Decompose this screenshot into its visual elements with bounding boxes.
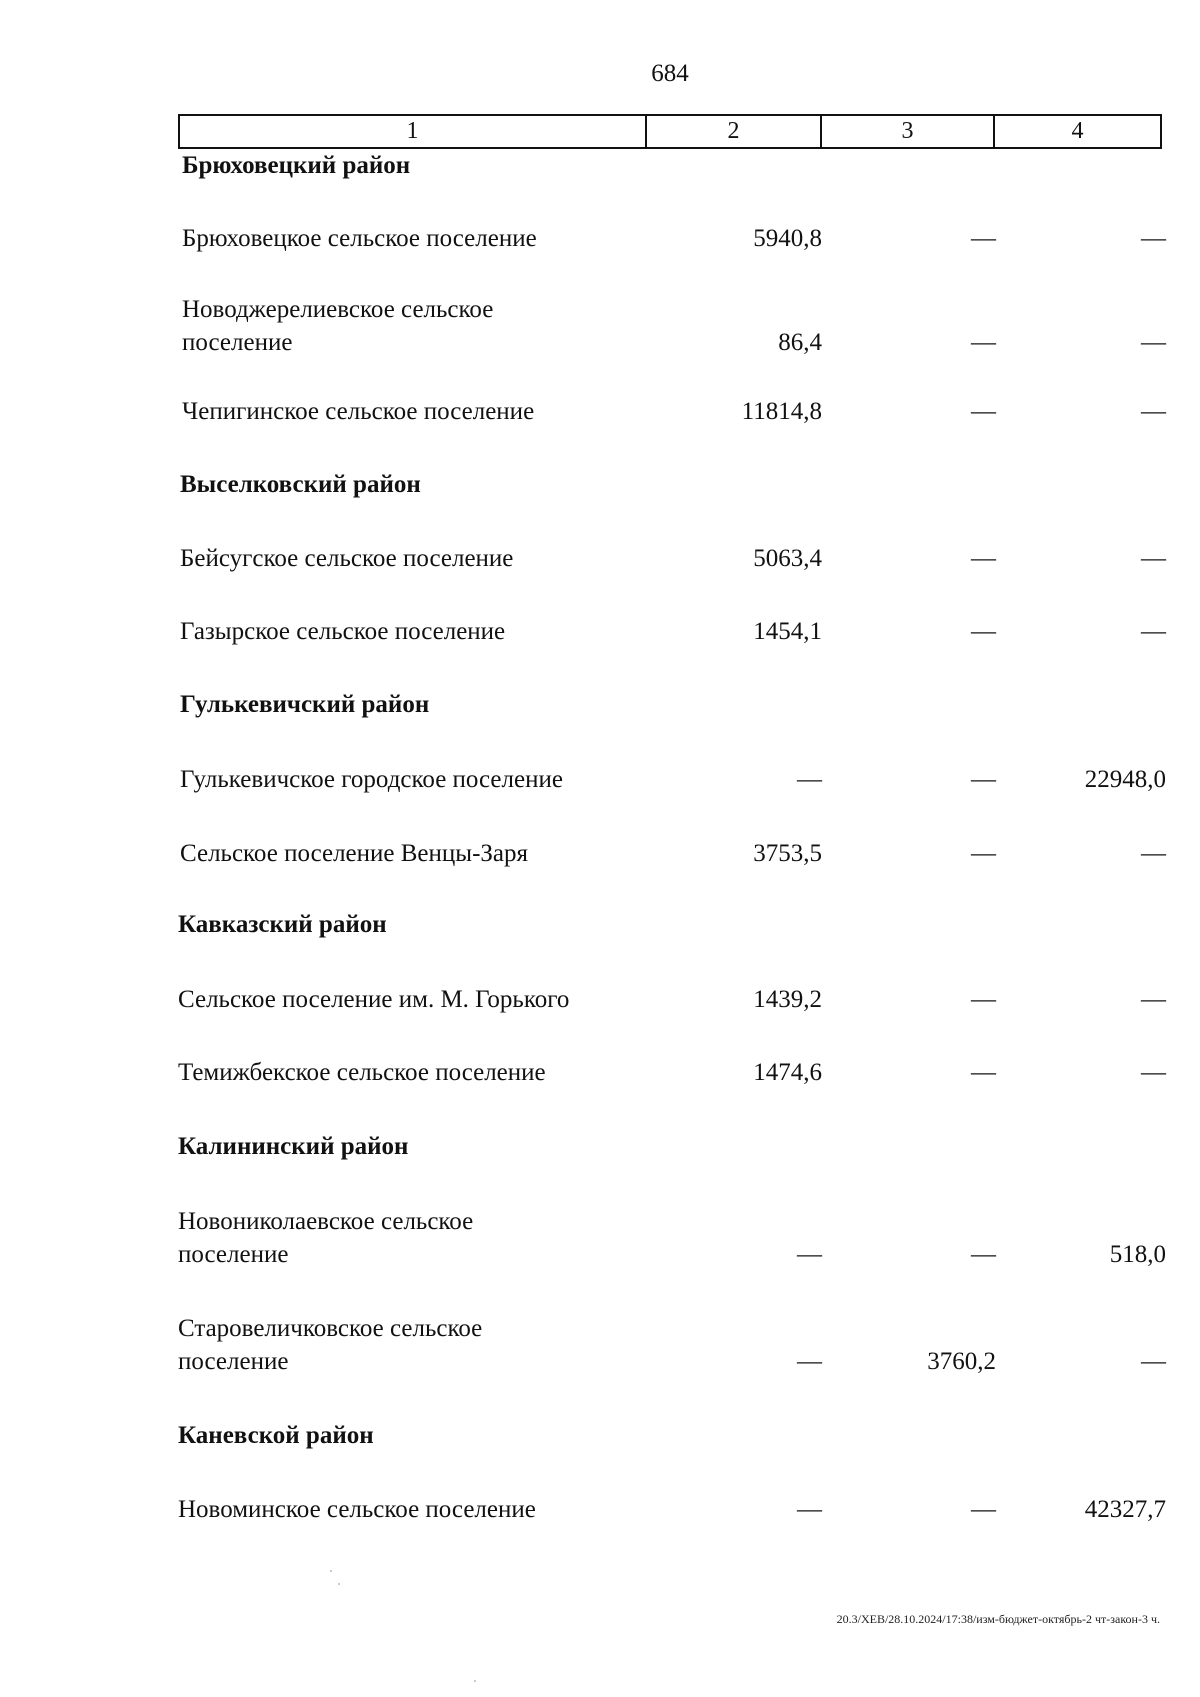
value-col3: — xyxy=(971,545,996,572)
value-col2: — xyxy=(797,1348,822,1375)
value-col4: — xyxy=(1141,986,1166,1013)
district-name: Калининский район xyxy=(178,1133,409,1160)
value-col2: — xyxy=(797,766,822,793)
settlement-row xyxy=(0,837,1200,870)
value-col2: 5063,4 xyxy=(753,545,822,572)
value-col3: — xyxy=(971,766,996,793)
settlement-row xyxy=(0,1493,1200,1526)
settlement-name: Новониколаевское сельское поселение xyxy=(178,1208,474,1268)
settlement-name: Новоминское сельское поселение xyxy=(178,1496,536,1523)
settlement-row xyxy=(0,763,1200,796)
value-col4: — xyxy=(1141,840,1166,867)
settlement-row xyxy=(0,983,1200,1016)
district-heading-row xyxy=(0,1419,1200,1452)
settlement-row xyxy=(0,395,1200,428)
settlement-name: Брюховецкое сельское поселение xyxy=(182,225,537,252)
district-name: Каневской район xyxy=(178,1422,374,1449)
district-name: Брюховецкий район xyxy=(182,152,411,179)
settlement-row xyxy=(0,615,1200,648)
column-header-2: 2 xyxy=(645,116,820,147)
settlement-row xyxy=(0,293,1200,359)
settlement-row xyxy=(0,542,1200,575)
value-col3: — xyxy=(971,618,996,645)
settlement-name: Новоджерелиевское сельское поселение xyxy=(182,296,494,356)
column-header-3: 3 xyxy=(820,116,993,147)
value-col2: 86,4 xyxy=(778,329,822,356)
value-col4: — xyxy=(1141,398,1166,425)
settlement-name: Гулькевичское городское поселение xyxy=(180,766,563,793)
district-heading-row xyxy=(0,1130,1200,1163)
settlement-row xyxy=(0,1312,1200,1378)
value-col4: 518,0 xyxy=(1109,1241,1166,1268)
settlement-name: Бейсугское сельское поселение xyxy=(180,545,514,572)
value-col3: — xyxy=(971,1496,996,1523)
value-col4: 22948,0 xyxy=(1084,766,1166,793)
value-col3: — xyxy=(971,225,996,252)
value-col4: — xyxy=(1141,1059,1166,1086)
settlement-name: Сельское поселение им. М. Горького xyxy=(178,986,570,1013)
settlement-name: Газырское сельское поселение xyxy=(180,618,506,645)
value-col4: — xyxy=(1141,545,1166,572)
value-col2: 5940,8 xyxy=(753,225,822,252)
district-heading-row xyxy=(0,468,1200,501)
value-col4: — xyxy=(1141,329,1166,356)
district-heading-row xyxy=(0,908,1200,941)
value-col3: — xyxy=(971,986,996,1013)
value-col3: 3760,2 xyxy=(927,1348,996,1375)
value-col3: — xyxy=(971,1059,996,1086)
column-header-4: 4 xyxy=(993,116,1160,147)
district-name: Гулькевичский район xyxy=(180,691,430,718)
page-number: 684 xyxy=(651,60,689,87)
value-col4: — xyxy=(1141,618,1166,645)
value-col2: 1474,6 xyxy=(753,1059,822,1086)
value-col2: 3753,5 xyxy=(753,840,822,867)
settlement-name: Старовеличковское сельское поселение xyxy=(178,1315,483,1375)
value-col2: 1454,1 xyxy=(753,618,822,645)
settlement-name: Чепигинское сельское поселение xyxy=(182,398,535,425)
value-col4: — xyxy=(1141,1348,1166,1375)
value-col3: — xyxy=(971,329,996,356)
document-footer: 20.3/ХЕВ/28.10.2024/17:38/изм-бюджет-октябрь-2 чт-закон-3 ч. xyxy=(836,1612,1160,1626)
value-col3: — xyxy=(971,840,996,867)
settlement-row xyxy=(0,1056,1200,1089)
value-col2: 1439,2 xyxy=(753,986,822,1013)
column-header-1: 1 xyxy=(406,118,419,144)
settlement-name: Сельское поселение Венцы-Заря xyxy=(180,840,529,867)
value-col2: 11814,8 xyxy=(741,398,822,425)
value-col2: — xyxy=(797,1241,822,1268)
district-heading-row xyxy=(0,688,1200,721)
value-col4: 42327,7 xyxy=(1084,1496,1166,1523)
district-name: Выселковский район xyxy=(180,471,421,498)
settlement-row xyxy=(0,1205,1200,1271)
district-heading-row xyxy=(0,149,1200,182)
column-header-row xyxy=(178,114,1162,149)
value-col4: — xyxy=(1141,225,1166,252)
value-col2: — xyxy=(797,1496,822,1523)
settlement-row xyxy=(0,222,1200,255)
settlement-name: Темижбекское сельское поселение xyxy=(178,1059,546,1086)
value-col3: — xyxy=(971,1241,996,1268)
district-name: Кавказский район xyxy=(178,911,387,938)
value-col3: — xyxy=(971,398,996,425)
